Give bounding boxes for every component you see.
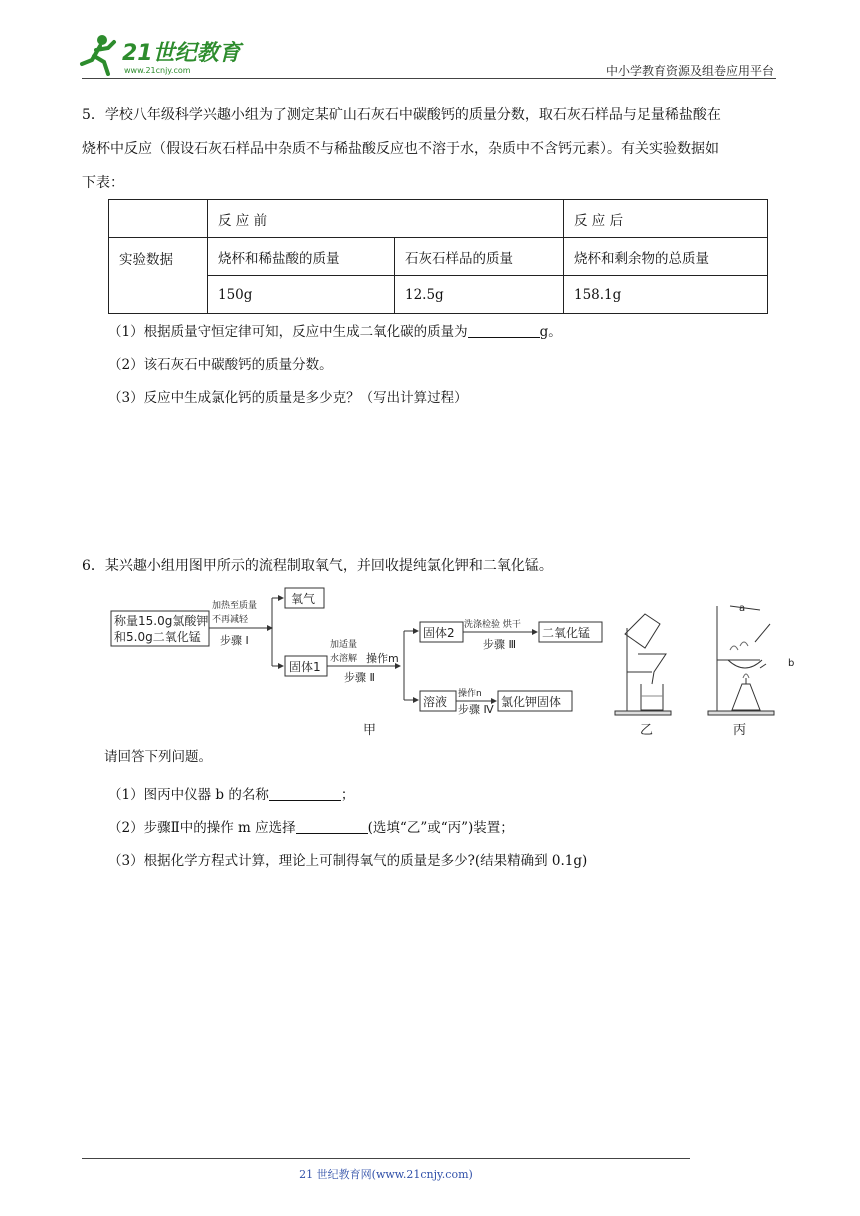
- table-col1-header: 烧杯和稀盐酸的质量: [208, 238, 395, 276]
- logo-url: www.21cnjy.com: [124, 66, 191, 75]
- footer-link[interactable]: 21 世纪教育网(www.21cnjy.com): [299, 1168, 473, 1181]
- filtration-apparatus: [615, 614, 671, 715]
- table-row-label: 实验数据: [109, 238, 208, 314]
- q6-stem: 6．某兴趣小组用图甲所示的流程制取氧气，并回收提纯氯化钾和二氧化锰。: [82, 558, 553, 574]
- flow-solid1-label: 固体1: [289, 660, 321, 674]
- q5-sub2: （2）该石灰石中碳酸钙的质量分数。: [108, 357, 333, 373]
- apparatus-label-b: b: [788, 658, 795, 669]
- answer-blank[interactable]: [468, 323, 540, 338]
- table-cell-value3: 158.1g: [564, 276, 768, 314]
- flow-step4-op: 操作n: [458, 689, 482, 699]
- table-col2-header: 石灰石样品的质量: [395, 238, 564, 276]
- table-after-header: 反 应 后: [564, 200, 768, 238]
- runner-logo-icon: [78, 32, 118, 76]
- apparatus-label-a: a: [739, 603, 746, 614]
- flow-solid2-label: 固体2: [423, 626, 455, 640]
- flow-start-line1: 称量15.0g氯酸钾: [114, 614, 209, 628]
- flow-oxygen-label: 氧气: [291, 592, 316, 606]
- q5-sub3: （3）反应中生成氯化钙的质量是多少克？（写出计算过程）: [108, 390, 468, 406]
- site-logo: [78, 30, 258, 80]
- q5-sub1-text: （1）根据质量守恒定律可知，反应中生成二氧化碳的质量为: [108, 324, 468, 340]
- answer-blank[interactable]: [269, 786, 341, 801]
- flow-step4-label: 步骤 Ⅳ: [458, 703, 494, 716]
- q6-sub2: [108, 818, 514, 838]
- q6-sub2-end: (选填“乙”或“丙”)装置；: [367, 820, 514, 836]
- header-rule: [82, 78, 776, 79]
- flow-step2-cond2: 水溶解: [330, 654, 358, 664]
- q6-sub1: [108, 785, 354, 805]
- q5-stem-line1: 5．学校八年级科学兴趣小组为了测定某矿山石灰石中碳酸钙的质量分数，取石灰石样品与足量稀盐酸在: [82, 107, 721, 123]
- q6-sub1-text: （1）图丙中仪器 b 的名称: [108, 787, 269, 803]
- experiment-figure: [100, 584, 800, 740]
- q5-stem-line3: 下表：: [82, 175, 124, 191]
- q6-prompt: 请回答下列问题。: [104, 749, 212, 765]
- evaporation-apparatus: [708, 606, 774, 715]
- flow-kcl-label: 氯化钾固体: [501, 695, 562, 709]
- table-col3-header: 烧杯和剩余物的总质量: [564, 238, 768, 276]
- flow-step3-label: 步骤 Ⅲ: [483, 638, 517, 651]
- figure-label-yi: 乙: [640, 723, 654, 738]
- table-empty-cell: [109, 200, 208, 238]
- flow-step1-cond1: 加热至质量: [212, 601, 258, 611]
- flow-step2-label: 步骤 Ⅱ: [344, 671, 375, 684]
- q5-stem-line2: 烧杯中反应（假设石灰石样品中杂质不与稀盐酸反应也不溶于水，杂质中不含钙元素）。有关实验数据如: [82, 141, 719, 157]
- q6-sub3: （3）根据化学方程式计算，理论上可制得氧气的质量是多少?(结果精确到 0.1g): [108, 853, 588, 869]
- footer-rule: [82, 1158, 690, 1159]
- flow-step1-cond2: 不再减轻: [212, 615, 249, 625]
- flow-mno2-label: 二氧化锰: [542, 626, 591, 640]
- answer-blank[interactable]: [296, 819, 368, 834]
- platform-title: 中小学教育资源及组卷应用平台: [605, 64, 774, 78]
- flow-step1-label: 步骤 Ⅰ: [220, 634, 249, 647]
- flow-start-line2: 和5.0g二氧化锰: [114, 630, 201, 644]
- experiment-data-table: [108, 199, 768, 314]
- q5-sub1-unit: g。: [539, 324, 562, 340]
- flow-step2-cond1: 加适量: [330, 640, 358, 650]
- figure-label-jia: 甲: [363, 723, 377, 738]
- logo-text: 21世纪教育: [122, 41, 241, 66]
- flow-op-m: 操作m: [366, 652, 399, 665]
- q6-sub1-end: ；: [340, 787, 355, 803]
- table-before-header: 反 应 前: [208, 200, 564, 238]
- table-cell-value2: 12.5g: [395, 276, 564, 314]
- flow-solution-label: 溶液: [423, 695, 448, 709]
- q6-sub2-text: （2）步骤Ⅱ中的操作 m 应选择: [108, 820, 296, 836]
- flow-step3-cond: 洗涤检验 烘干: [464, 620, 521, 630]
- table-cell-value1: 150g: [208, 276, 395, 314]
- q5-sub1: [108, 322, 562, 342]
- figure-label-bing: 丙: [733, 723, 747, 738]
